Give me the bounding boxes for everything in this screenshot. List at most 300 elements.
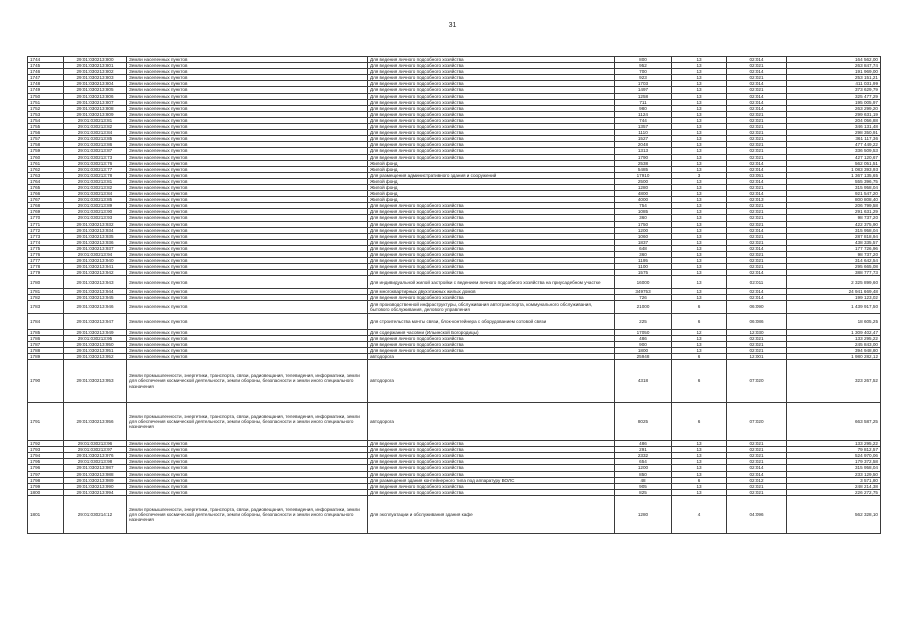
- area: 4800: [615, 191, 672, 197]
- segment-code: 02:021: [727, 239, 787, 245]
- cadastral-value: 226 272,75: [787, 489, 881, 495]
- cadastral-number: 29:01:030213:946: [64, 301, 127, 314]
- cadastral-value: 204 056,88: [787, 117, 881, 123]
- group-code: 13: [672, 166, 727, 172]
- row-number: 1793: [28, 447, 64, 453]
- segment-code: 02:021: [727, 148, 787, 154]
- table-row: [28, 87, 881, 93]
- row-number: 1751: [28, 99, 64, 105]
- row-number: 1787: [28, 341, 64, 347]
- land-category: Земли населенных пунктов: [127, 99, 368, 105]
- cadastral-number: 29:01:030213:942: [64, 270, 127, 276]
- row-number: 1775: [28, 245, 64, 251]
- segment-code: 02:012: [727, 477, 787, 483]
- segment-code: 02:021: [727, 87, 787, 93]
- cadastral-number: 29:01:030213:987: [64, 465, 127, 471]
- land-category: Земли населенных пунктов: [127, 124, 368, 130]
- cadastral-number: 29:01:030213:950: [64, 341, 127, 347]
- area: 825: [615, 489, 672, 495]
- segment-code: 02:021: [727, 154, 787, 160]
- row-number: 1762: [28, 166, 64, 172]
- land-category: Земли населенных пунктов: [127, 117, 368, 123]
- cadastral-number: 29:01:030213:943: [64, 276, 127, 289]
- cadastral-number: 29:01:030213:804: [64, 81, 127, 87]
- row-number: 1781: [28, 288, 64, 294]
- table-row: [28, 154, 881, 160]
- land-category: Земли населенных пунктов: [127, 335, 368, 341]
- land-category: Земли населенных пунктов: [127, 227, 368, 233]
- cadastral-value: 199 123,02: [787, 294, 881, 300]
- area: 4318: [615, 360, 672, 403]
- cadastral-number: 29:01:030213:85: [64, 197, 127, 203]
- segment-code: 07:020: [727, 360, 787, 403]
- table-row: [28, 203, 881, 209]
- land-category: Земли населенных пунктов: [127, 441, 368, 447]
- table-row: [28, 360, 881, 403]
- cadastral-value: 336 509,53: [787, 148, 881, 154]
- cadastral-number: 29:01:030213:949: [64, 329, 127, 335]
- group-code: 13: [672, 57, 727, 63]
- cadastral-number: 29:01:030213:976: [64, 453, 127, 459]
- cadastral-value: 323 267,52: [787, 360, 881, 403]
- group-code: 13: [672, 233, 727, 239]
- group-code: 13: [672, 227, 727, 233]
- permitted-use: Для ведения личного подсобного хозяйства: [368, 136, 615, 142]
- permitted-use: Для ведения личного подсобного хозяйства: [368, 239, 615, 245]
- segment-code: 02:014: [727, 245, 787, 251]
- permitted-use: автодорога: [368, 403, 615, 441]
- cadastral-number: 29:01:030213:807: [64, 99, 127, 105]
- cadastral-number: 29:01:030213:97: [64, 447, 127, 453]
- land-category: Земли населенных пунктов: [127, 57, 368, 63]
- land-category: Земли населенных пунктов: [127, 288, 368, 294]
- land-category: Земли населенных пунктов: [127, 313, 368, 329]
- segment-code: 02:021: [727, 124, 787, 130]
- row-number: 1759: [28, 148, 64, 154]
- area: 48: [615, 477, 672, 483]
- row-number: 1789: [28, 353, 64, 359]
- cadastral-value: 1 083 393,93: [787, 166, 881, 172]
- cadastral-number: 29:01:030213:94: [64, 252, 127, 258]
- land-category: Земли населенных пунктов: [127, 93, 368, 99]
- cadastral-value: 1 439 917,50: [787, 301, 881, 314]
- group-code: 13: [672, 239, 727, 245]
- segment-code: 02:021: [727, 233, 787, 239]
- cadastral-number: 29:01:030213:956: [64, 403, 127, 441]
- permitted-use: Для ведения личного подсобного хозяйства: [368, 341, 615, 347]
- cadastral-value: 373 629,79: [787, 87, 881, 93]
- permitted-use: Для размещения здания контейнерного типа под аппаратуру ВОЛС: [368, 477, 615, 483]
- segment-code: 12:030: [727, 329, 787, 335]
- table-body: [28, 57, 881, 534]
- permitted-use: автодорога: [368, 360, 615, 403]
- row-number: 1780: [28, 276, 64, 289]
- table-row: [28, 111, 881, 117]
- cadastral-value: 291 631,29: [787, 209, 881, 215]
- table-row: [28, 347, 881, 353]
- cadastral-value: 562 328,10: [787, 495, 881, 533]
- row-number: 1761: [28, 160, 64, 166]
- row-number: 1765: [28, 184, 64, 190]
- land-category: Земли населенных пунктов: [127, 203, 368, 209]
- cadastral-value: 315 958,04: [787, 465, 881, 471]
- area: 2538: [615, 160, 672, 166]
- segment-code: 02:021: [727, 63, 787, 69]
- group-code: 13: [672, 75, 727, 81]
- row-number: 1774: [28, 239, 64, 245]
- table-row: [28, 453, 881, 459]
- cadastral-value: 315 958,04: [787, 227, 881, 233]
- table-row: [28, 270, 881, 276]
- segment-code: 02:014: [727, 227, 787, 233]
- group-code: 3: [672, 172, 727, 178]
- cadastral-number: 29:01:030213:947: [64, 313, 127, 329]
- group-code: 13: [672, 347, 727, 353]
- table-row: [28, 477, 881, 483]
- land-category: Земли населенных пунктов: [127, 178, 368, 184]
- land-category: Земли населенных пунктов: [127, 489, 368, 495]
- area: 1497: [615, 87, 672, 93]
- land-category: Земли населенных пунктов: [127, 471, 368, 477]
- land-category: Земли населенных пунктов: [127, 87, 368, 93]
- group-code: 12: [672, 329, 727, 335]
- segment-code: 02:021: [727, 453, 787, 459]
- permitted-use: Для ведения личного подсобного хозяйства: [368, 209, 615, 215]
- cadastral-value: 245 843,00: [787, 341, 881, 347]
- permitted-use: Для ведения личного подсобного хозяйства: [368, 227, 615, 233]
- permitted-use: Для ведения личного подсобного хозяйства: [368, 264, 615, 270]
- area: 754: [615, 203, 672, 209]
- permitted-use: Для ведения личного подсобного хозяйства: [368, 81, 615, 87]
- table-row: [28, 335, 881, 341]
- land-category: Земли населенных пунктов: [127, 329, 368, 335]
- group-code: 13: [672, 447, 727, 453]
- segment-code: 02:021: [727, 264, 787, 270]
- cadastral-number: 29:01:030213:96: [64, 441, 127, 447]
- cadastral-value: 1 309 402,47: [787, 329, 881, 335]
- segment-code: 04:096: [727, 495, 787, 533]
- segment-code: 06:086: [727, 313, 787, 329]
- table-row: [28, 288, 881, 294]
- area: 1703: [615, 81, 672, 87]
- table-row: [28, 459, 881, 465]
- group-code: 6: [672, 301, 727, 314]
- cadastral-number: 29:01:030213:988: [64, 471, 127, 477]
- segment-code: 02:014: [727, 294, 787, 300]
- table-row: [28, 75, 881, 81]
- row-number: 1801: [28, 495, 64, 533]
- table-row: [28, 471, 881, 477]
- table-row: [28, 93, 881, 99]
- land-category: Земли населенных пунктов: [127, 270, 368, 276]
- permitted-use: Для ведения личного подсобного хозяйства: [368, 105, 615, 111]
- cadastral-number: 29:01:030213:77: [64, 166, 127, 172]
- group-code: 13: [672, 258, 727, 264]
- area: 1110: [615, 130, 672, 136]
- area: 291: [615, 447, 672, 453]
- area: 1060: [615, 233, 672, 239]
- segment-code: 02:021: [727, 258, 787, 264]
- land-category: Земли населенных пунктов: [127, 191, 368, 197]
- area: 486: [615, 335, 672, 341]
- table-row: [28, 258, 881, 264]
- cadastral-value: 1 980 282,12: [787, 353, 881, 359]
- segment-code: 03:051: [727, 172, 787, 178]
- row-number: 1800: [28, 489, 64, 495]
- land-category: Земли населенных пунктов: [127, 166, 368, 172]
- land-category: Земли населенных пунктов: [127, 353, 368, 359]
- area: 225: [615, 313, 672, 329]
- segment-code: 02:014: [727, 81, 787, 87]
- area: 5485: [615, 166, 672, 172]
- cadastral-value: 325 477,29: [787, 93, 881, 99]
- area: 4000: [615, 197, 672, 203]
- land-category: Земли населенных пунктов: [127, 347, 368, 353]
- cadastral-value: 427 120,67: [787, 154, 881, 160]
- group-code: 13: [672, 160, 727, 166]
- cadastral-value: 233 129,50: [787, 471, 881, 477]
- permitted-use: Для ведения личного подсобного хозяйства: [368, 335, 615, 341]
- area: 1200: [615, 465, 672, 471]
- cadastral-number: 29:01:030213:86: [64, 142, 127, 148]
- cadastral-value: 195 005,97: [787, 99, 881, 105]
- land-category: Земли населенных пунктов: [127, 245, 368, 251]
- area: 1280: [615, 184, 672, 190]
- permitted-use: Для ведения личного подсобного хозяйства: [368, 233, 615, 239]
- land-category: Земли населенных пунктов: [127, 341, 368, 347]
- permitted-use: Для ведения личного подсобного хозяйства: [368, 142, 615, 148]
- segment-code: 02:021: [727, 142, 787, 148]
- row-number: 1744: [28, 57, 64, 63]
- area: 905: [615, 483, 672, 489]
- land-category: Земли населенных пунктов: [127, 294, 368, 300]
- row-number: 1752: [28, 105, 64, 111]
- segment-code: 02:021: [727, 447, 787, 453]
- cadastral-number: 29:01:030213:952: [64, 353, 127, 359]
- land-category: Земли населенных пунктов: [127, 63, 368, 69]
- cadastral-number: 29:01:030213:934: [64, 227, 127, 233]
- area: 486: [615, 441, 672, 447]
- cadastral-value: 177 726,96: [787, 245, 881, 251]
- land-category: Земли населенных пунктов: [127, 184, 368, 190]
- cadastral-value: 361 117,36: [787, 136, 881, 142]
- cadastral-number: 29:01:030213:82: [64, 124, 127, 130]
- group-code: 13: [672, 203, 727, 209]
- group-code: 13: [672, 270, 727, 276]
- row-number: 1784: [28, 313, 64, 329]
- cadastral-number: 29:01:030213:953: [64, 360, 127, 403]
- cadastral-number: 29:01:030213:809: [64, 111, 127, 117]
- cadastral-number: 29:01:030213:951: [64, 347, 127, 353]
- land-category: Земли населенных пунктов: [127, 221, 368, 227]
- land-category: Земли населенных пунктов: [127, 233, 368, 239]
- cadastral-number: 29:01:030213:84: [64, 191, 127, 197]
- area: 648: [615, 245, 672, 251]
- area: 17050: [615, 329, 672, 335]
- cadastral-number: 29:01:030213:95: [64, 335, 127, 341]
- group-code: 13: [672, 459, 727, 465]
- permitted-use: Для ведения личного подсобного хозяйства: [368, 87, 615, 93]
- permitted-use: Жилой фонд: [368, 166, 615, 172]
- segment-code: 02:021: [727, 459, 787, 465]
- land-category: Земли населенных пунктов: [127, 447, 368, 453]
- cadastral-value: 18 605,25: [787, 313, 881, 329]
- row-number: 1769: [28, 209, 64, 215]
- row-number: 1791: [28, 403, 64, 441]
- land-category: Земли населенных пунктов: [127, 483, 368, 489]
- permitted-use: Для ведения личного подсобного хозяйства: [368, 154, 615, 160]
- land-category: Земли населенных пунктов: [127, 111, 368, 117]
- land-category: Земли населенных пунктов: [127, 160, 368, 166]
- land-category: Земли населенных пунктов: [127, 154, 368, 160]
- area: 900: [615, 341, 672, 347]
- segment-code: 02:021: [727, 335, 787, 341]
- table-row: [28, 264, 881, 270]
- cadastral-value: 346 131,48: [787, 124, 881, 130]
- land-category: Земли населенных пунктов: [127, 75, 368, 81]
- permitted-use: Для эксплуатации и обслуживания здания кафе: [368, 495, 615, 533]
- area: 1258: [615, 93, 672, 99]
- segment-code: 02:021: [727, 483, 787, 489]
- table-row: [28, 329, 881, 335]
- row-number: 1792: [28, 441, 64, 447]
- cadastral-value: 98 737,20: [787, 252, 881, 258]
- row-number: 1773: [28, 233, 64, 239]
- row-number: 1745: [28, 63, 64, 69]
- area: 952: [615, 63, 672, 69]
- permitted-use: Для индивидуальной жилой застройки с ведением личного подсобного хозяйства на приусадебном участке: [368, 276, 615, 289]
- table-row: [28, 495, 881, 533]
- group-code: 13: [672, 276, 727, 289]
- segment-code: 06:090: [727, 301, 787, 314]
- segment-code: 02:014: [727, 178, 787, 184]
- land-category: Земли населенных пунктов: [127, 453, 368, 459]
- cadastral-value: 191 969,00: [787, 69, 881, 75]
- segment-code: 02:021: [727, 203, 787, 209]
- group-code: 6: [672, 360, 727, 403]
- permitted-use: Для ведения личного подсобного хозяйства: [368, 148, 615, 154]
- group-code: 13: [672, 335, 727, 341]
- segment-code: 02:021: [727, 130, 787, 136]
- table-row: [28, 227, 881, 233]
- area: 1124: [615, 111, 672, 117]
- area: 25948: [615, 353, 672, 359]
- segment-code: 02:021: [727, 341, 787, 347]
- land-category: Земли промышленности, энергетики, транспорта, связи, радиовещания, телевидения, информатики, земли для обеспечения космической деятельности, земли обороны, безопасности и земли иного специального назначения: [127, 360, 368, 403]
- group-code: 13: [672, 63, 727, 69]
- land-category: Земли населенных пунктов: [127, 477, 368, 483]
- table-row: [28, 57, 881, 63]
- row-number: 1749: [28, 87, 64, 93]
- permitted-use: Жилой фонд: [368, 184, 615, 190]
- cadastral-number: 29:01:030213:73: [64, 154, 127, 160]
- group-code: 13: [672, 453, 727, 459]
- segment-code: 02:021: [727, 209, 787, 215]
- cadastral-number: 29:01:030213:944: [64, 288, 127, 294]
- row-number: 1799: [28, 483, 64, 489]
- area: 1527: [615, 136, 672, 142]
- permitted-use: Для производственной инфраструктуры, обслуживания автотранспорта, коммунального обслуживания, бытового обслуживания, делового управления: [368, 301, 615, 314]
- land-category: Земли промышленности, энергетики, транспорта, связи, радиовещания, телевидения, информатики, земли для обеспечения космической деятельности, земли обороны, безопасности и земли иного специального назначения: [127, 495, 368, 533]
- row-number: 1770: [28, 215, 64, 221]
- cadastral-value: 3 571,80: [787, 477, 881, 483]
- permitted-use: Для ведения личного подсобного хозяйства: [368, 111, 615, 117]
- table-row: [28, 142, 881, 148]
- area: 800: [615, 57, 672, 63]
- cadastral-value: 299 631,19: [787, 111, 881, 117]
- permitted-use: Для ведения личного подсобного хозяйства: [368, 117, 615, 123]
- segment-code: 02:021: [727, 111, 787, 117]
- table-row: [28, 63, 881, 69]
- segment-code: 02:021: [727, 252, 787, 258]
- cadastral-value: 477 449,22: [787, 142, 881, 148]
- row-number: 1783: [28, 301, 64, 314]
- permitted-use: Для ведения личного подсобного хозяйства: [368, 471, 615, 477]
- row-number: 1763: [28, 172, 64, 178]
- land-category: Земли населенных пунктов: [127, 172, 368, 178]
- segment-code: 02:013: [727, 197, 787, 203]
- cadastral-number: 29:01:030213:805: [64, 87, 127, 93]
- cadastral-number: 29:01:030213:87: [64, 148, 127, 154]
- permitted-use: Для ведения личного подсобного хозяйства: [368, 99, 615, 105]
- cadastral-number: 29:01:030213:89: [64, 203, 127, 209]
- cadastral-number: 29:01:030213:98: [64, 459, 127, 465]
- cadastral-value-table: [27, 56, 881, 534]
- row-number: 1756: [28, 130, 64, 136]
- segment-code: 02:011: [727, 276, 787, 289]
- table-row: [28, 252, 881, 258]
- group-code: 13: [672, 142, 727, 148]
- row-number: 1746: [28, 69, 64, 75]
- row-number: 1757: [28, 136, 64, 142]
- area: 700: [615, 69, 672, 75]
- land-category: Земли населенных пунктов: [127, 136, 368, 142]
- cadastral-number: 29:01:030213:76: [64, 160, 127, 166]
- area: 923: [615, 75, 672, 81]
- area: 1200: [615, 227, 672, 233]
- area: 1790: [615, 154, 672, 160]
- row-number: 1790: [28, 360, 64, 403]
- row-number: 1747: [28, 75, 64, 81]
- cadastral-value: 663 587,25: [787, 403, 881, 441]
- row-number: 1786: [28, 335, 64, 341]
- table-row: [28, 221, 881, 227]
- cadastral-number: 29:01:030213:932: [64, 221, 127, 227]
- cadastral-number: 29:01:030213:802: [64, 69, 127, 75]
- segment-code: 02:014: [727, 105, 787, 111]
- group-code: 13: [672, 184, 727, 190]
- segment-code: 02:014: [727, 99, 787, 105]
- area: 17910: [615, 172, 672, 178]
- segment-code: 02:014: [727, 93, 787, 99]
- area: 980: [615, 105, 672, 111]
- segment-code: 02:014: [727, 270, 787, 276]
- cadastral-value: 298 350,91: [787, 130, 881, 136]
- row-number: 1764: [28, 178, 64, 184]
- row-number: 1755: [28, 124, 64, 130]
- land-category: Земли населенных пунктов: [127, 276, 368, 289]
- segment-code: 02:021: [727, 221, 787, 227]
- permitted-use: Для ведения личного подсобного хозяйства: [368, 465, 615, 471]
- cadastral-number: 29:01:030213:800: [64, 57, 127, 63]
- segment-code: 02:014: [727, 191, 787, 197]
- table-row: [28, 294, 881, 300]
- cadastral-value: 133 295,22: [787, 441, 881, 447]
- cadastral-value: 2 325 899,60: [787, 276, 881, 289]
- group-code: 13: [672, 288, 727, 294]
- cadastral-value: 263 847,74: [787, 63, 881, 69]
- row-number: 1777: [28, 258, 64, 264]
